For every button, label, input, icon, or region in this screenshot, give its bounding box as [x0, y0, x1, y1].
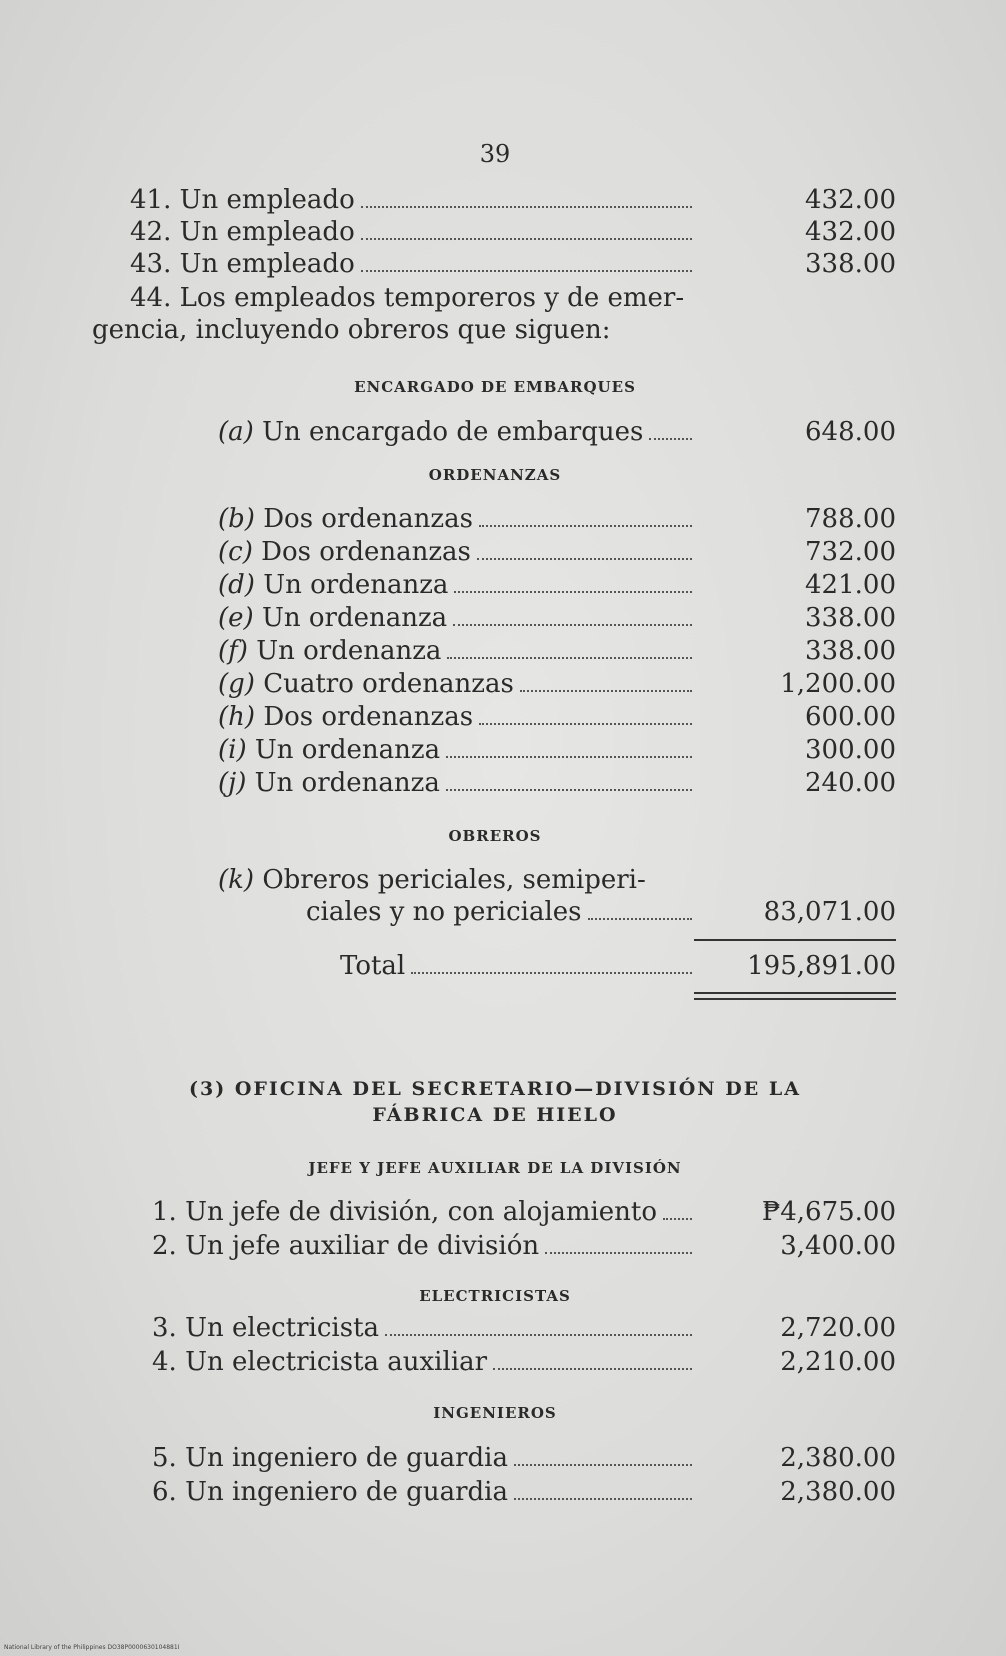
- subheading-ordenanzas: ORDENANZAS: [428, 466, 562, 484]
- item-amount: 788.00: [805, 504, 896, 534]
- item-label: Un ordenanza: [256, 636, 442, 666]
- dot-leader: [514, 1498, 692, 1500]
- item-amount: 2,720.00: [780, 1313, 896, 1343]
- list-item: [152, 1312, 696, 1344]
- total-rule: [694, 939, 896, 941]
- total-amount: 195,891.00: [747, 951, 896, 981]
- item-number: 1.: [152, 1197, 177, 1227]
- page-number: 39: [479, 140, 511, 168]
- dot-leader: [361, 270, 692, 272]
- item-letter: (f): [218, 636, 248, 666]
- item-amount: 3,400.00: [780, 1231, 896, 1261]
- dot-leader: [453, 624, 692, 626]
- dot-leader: [493, 1368, 692, 1370]
- item-label: Un empleado: [179, 185, 355, 215]
- item-label: Un jefe de división, con alojamiento: [185, 1197, 658, 1227]
- item-number: 43.: [130, 249, 172, 279]
- dot-leader: [411, 972, 692, 974]
- item-amount: 732.00: [805, 537, 896, 567]
- section-heading-line2: FÁBRICA DE HIELO: [372, 1104, 618, 1126]
- footer-watermark: National Library of the Philippines DO38P0000630104881I: [4, 1644, 180, 1651]
- list-item: [218, 569, 696, 601]
- item-letter: (d): [218, 570, 255, 600]
- item-amount: 648.00: [805, 417, 896, 447]
- list-item: [218, 767, 696, 799]
- list-item: [218, 701, 696, 733]
- item-k-line1: [218, 864, 646, 896]
- item-letter: (e): [218, 603, 254, 633]
- dot-leader: [588, 918, 692, 920]
- dot-leader: [545, 1252, 692, 1254]
- list-item: [152, 1442, 696, 1474]
- item-label: Un ordenanza: [254, 735, 441, 765]
- item-44-line2: gencia, incluyendo obreros que siguen:: [92, 315, 611, 345]
- list-item: [130, 216, 696, 248]
- dot-leader: [477, 558, 692, 560]
- item-amount: 338.00: [805, 603, 896, 633]
- item-amount: 421.00: [805, 570, 896, 600]
- item-number: 42.: [130, 217, 172, 247]
- item-amount: 240.00: [805, 768, 896, 798]
- subheading-encargado: ENCARGADO DE EMBARQUES: [354, 378, 636, 396]
- subheading-jefe: JEFE Y JEFE AUXILIAR DE LA DIVISIÓN: [308, 1159, 682, 1177]
- list-item: [218, 734, 696, 766]
- dot-leader: [514, 1464, 692, 1466]
- item-amount: 300.00: [805, 735, 896, 765]
- list-item: [152, 1230, 696, 1262]
- subheading-electricistas: ELECTRICISTAS: [419, 1287, 571, 1305]
- item-letter: (i): [218, 735, 247, 765]
- item-letter: (k): [218, 865, 255, 895]
- item-label: Un ingeniero de guardia: [185, 1443, 508, 1473]
- item-letter: (h): [218, 702, 256, 732]
- item-amount: 1,200.00: [780, 669, 896, 699]
- item-amount: 2,380.00: [780, 1443, 896, 1473]
- item-letter: (g): [218, 669, 255, 699]
- item-letter: (b): [218, 504, 255, 534]
- item-label: Un electricista auxiliar: [185, 1347, 488, 1377]
- total-label: Total: [340, 951, 406, 981]
- item-amount: 83,071.00: [763, 897, 896, 927]
- dot-leader: [447, 657, 692, 659]
- item-letter: (c): [218, 537, 253, 567]
- list-item: [152, 1476, 696, 1508]
- item-amount: 2,380.00: [780, 1477, 896, 1507]
- double-rule-top: [694, 992, 896, 994]
- item-letter: (a): [218, 417, 254, 447]
- dot-leader: [446, 789, 692, 791]
- item-number: 2.: [152, 1231, 177, 1261]
- dot-leader: [361, 238, 692, 240]
- item-number: 5.: [152, 1443, 177, 1473]
- item-amount: 2,210.00: [780, 1347, 896, 1377]
- list-item: [152, 1196, 696, 1228]
- list-item: [306, 896, 696, 928]
- item-number: 6.: [152, 1477, 177, 1507]
- item-label: Un electricista: [185, 1313, 380, 1343]
- dot-leader: [361, 206, 692, 208]
- item-amount: 600.00: [805, 702, 896, 732]
- item-label: Obreros periciales, semiperi-: [262, 865, 646, 895]
- item-amount: 338.00: [805, 636, 896, 666]
- item-label: Dos ordenanzas: [263, 504, 473, 534]
- item-number: 3.: [152, 1313, 177, 1343]
- list-item: [218, 416, 696, 448]
- dot-leader: [446, 756, 692, 758]
- subheading-ingenieros: INGENIEROS: [433, 1404, 557, 1422]
- list-item: [218, 635, 696, 667]
- item-label: Un ordenanza: [261, 603, 448, 633]
- list-item: [218, 536, 696, 568]
- item-amount: 338.00: [805, 249, 896, 279]
- item-amount: 432.00: [805, 217, 896, 247]
- list-item: [152, 1346, 696, 1378]
- dot-leader: [479, 723, 692, 725]
- list-item: [130, 248, 696, 280]
- item-label: Un empleado: [179, 249, 355, 279]
- list-item: [218, 602, 696, 634]
- section-heading-line1: (3) OFICINA DEL SECRETARIO—DIVISIÓN DE LA: [189, 1078, 801, 1100]
- double-rule-bottom: [694, 998, 896, 1000]
- item-letter: (j): [218, 768, 247, 798]
- dot-leader: [520, 690, 692, 692]
- total-row: [340, 950, 696, 982]
- item-label: Un encargado de embarques: [262, 417, 644, 447]
- list-item: [218, 668, 696, 700]
- item-label: Un ingeniero de guardia: [185, 1477, 508, 1507]
- list-item: [218, 503, 696, 535]
- item-label: Un jefe auxiliar de división: [185, 1231, 540, 1261]
- subheading-obreros: OBREROS: [448, 827, 542, 845]
- item-label: Dos ordenanzas: [263, 702, 474, 732]
- item-label: Un ordenanza: [263, 570, 449, 600]
- item-number: 4.: [152, 1347, 177, 1377]
- dot-leader: [454, 591, 692, 593]
- dot-leader: [663, 1218, 692, 1220]
- list-item: [130, 184, 696, 216]
- item-label: Cuatro ordenanzas: [263, 669, 514, 699]
- item-label: Un empleado: [179, 217, 355, 247]
- item-44-line1: 44. Los empleados temporeros y de emer-: [130, 283, 685, 313]
- item-label: Dos ordenanzas: [261, 537, 471, 567]
- item-amount: ₱4,675.00: [761, 1197, 896, 1227]
- item-amount: 432.00: [805, 185, 896, 215]
- dot-leader: [385, 1334, 692, 1336]
- dot-leader: [649, 438, 692, 440]
- item-label: ciales y no periciales: [306, 897, 582, 927]
- item-number: 41.: [130, 185, 172, 215]
- item-label: Un ordenanza: [254, 768, 440, 798]
- dot-leader: [479, 525, 692, 527]
